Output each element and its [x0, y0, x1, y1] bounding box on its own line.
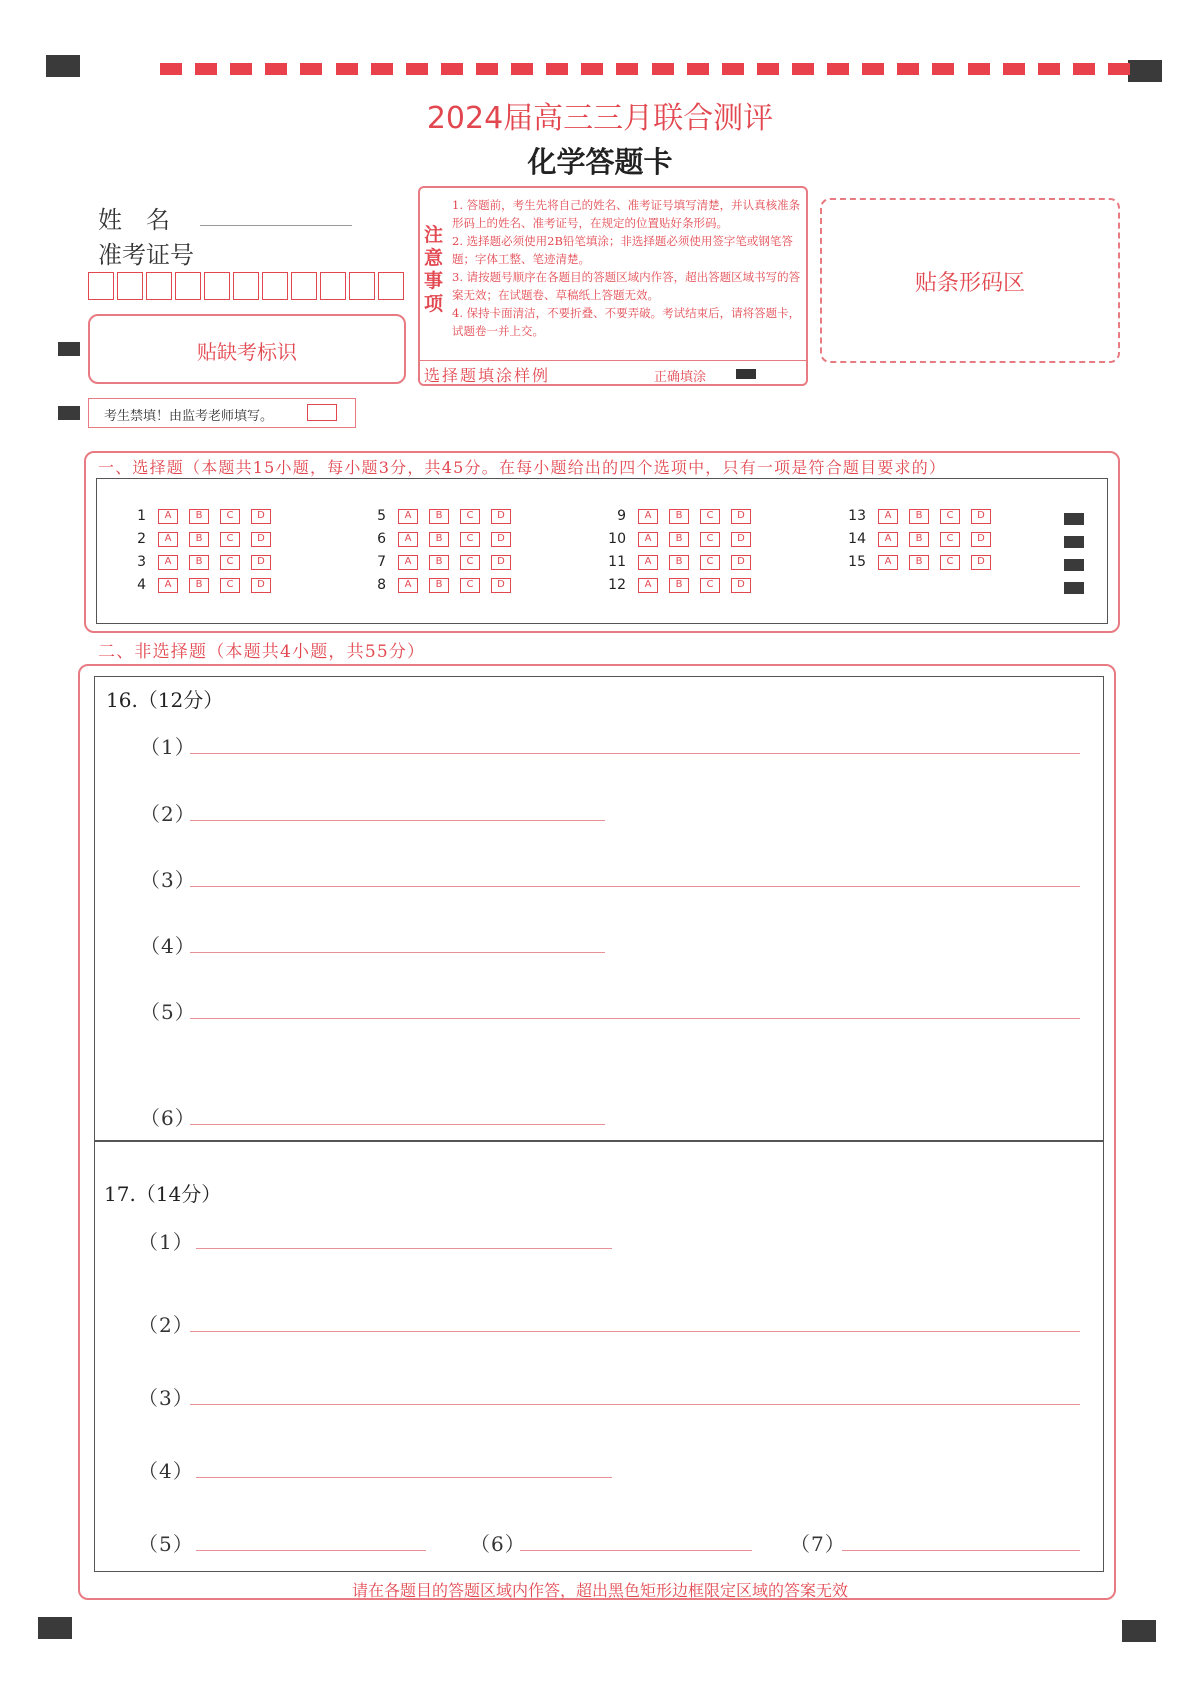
option-bubble-c[interactable]: C	[220, 532, 240, 547]
timing-mark-bottom-right	[1122, 1620, 1156, 1642]
option-bubble-b[interactable]: B	[429, 555, 449, 570]
id-cell[interactable]	[349, 272, 375, 300]
option-bubble-d[interactable]: D	[251, 509, 271, 524]
notice-box	[418, 186, 808, 386]
question-number: 9	[617, 508, 626, 524]
option-bubble-b[interactable]: B	[429, 578, 449, 593]
dash-segment	[371, 63, 393, 75]
option-bubble-c[interactable]: C	[460, 578, 480, 593]
dash-segment	[230, 63, 252, 75]
option-bubble-c[interactable]: C	[700, 509, 720, 524]
option-bubble-d[interactable]: D	[251, 532, 271, 547]
q17-part-2: （2）	[138, 1313, 194, 1337]
side-mark	[58, 406, 80, 420]
option-bubble-b[interactable]: B	[909, 555, 929, 570]
dash-segment	[968, 63, 990, 75]
question-number: 15	[848, 554, 866, 570]
q17-answer-line-1[interactable]	[196, 1248, 612, 1249]
dash-segment	[160, 63, 182, 75]
choice-question-8	[360, 577, 522, 593]
option-bubble-b[interactable]: B	[189, 532, 209, 547]
dash-segment	[476, 63, 498, 75]
id-label: 准考证号	[98, 241, 194, 269]
q17-part-6: （6）	[470, 1532, 526, 1556]
exam-title: 2024届高三三月联合测评	[426, 101, 774, 136]
forbidden-checkbox	[307, 404, 337, 421]
id-cell[interactable]	[233, 272, 259, 300]
q17-part-1: （1）	[138, 1230, 194, 1254]
side-mark	[1064, 536, 1084, 548]
question-number: 6	[377, 531, 386, 547]
q17-answer-line-5[interactable]	[196, 1550, 426, 1551]
option-bubble-a[interactable]: A	[878, 555, 898, 570]
option-bubble-d[interactable]: D	[251, 578, 271, 593]
option-bubble-d[interactable]: D	[491, 578, 511, 593]
notice-item: 2. 选择题必须使用2B铅笔填涂；非选择题必须使用签字笔或钢笔答题；字体工整、笔迹清楚。	[452, 234, 793, 266]
q16-part-1: （1）	[140, 735, 196, 759]
option-bubble-d[interactable]: D	[731, 578, 751, 593]
dash-segment	[862, 63, 884, 75]
notice-list	[452, 196, 802, 340]
option-bubble-b[interactable]: B	[189, 555, 209, 570]
notice-heading: 注意事项	[424, 224, 444, 315]
option-bubble-c[interactable]: C	[460, 509, 480, 524]
option-bubble-d[interactable]: D	[971, 532, 991, 547]
notice-divider	[420, 360, 806, 361]
missing-mark-area	[88, 314, 406, 384]
choice-question-10	[600, 531, 762, 547]
option-bubble-a[interactable]: A	[158, 555, 178, 570]
question-number: 14	[848, 531, 866, 547]
q16-frame	[94, 676, 1104, 1142]
option-bubble-d[interactable]: D	[731, 509, 751, 524]
forbidden-text: 考生禁填！由监考老师填写。	[104, 409, 274, 424]
sample-label: 选择题填涂样例	[424, 366, 551, 385]
id-cell[interactable]	[291, 272, 317, 300]
dash-segment	[792, 63, 814, 75]
id-cell[interactable]	[204, 272, 230, 300]
id-cell[interactable]	[88, 272, 114, 300]
q16-answer-line-2[interactable]	[190, 820, 605, 821]
q17-answer-line-6[interactable]	[520, 1550, 752, 1551]
q17-part-3: （3）	[138, 1386, 194, 1410]
q16-part-2: （2）	[140, 802, 196, 826]
dash-segment	[1073, 63, 1095, 75]
correct-fill-sample	[736, 369, 756, 379]
option-bubble-c[interactable]: C	[220, 555, 240, 570]
id-cell[interactable]	[175, 272, 201, 300]
q16-header: 16.（12分）	[106, 688, 224, 712]
barcode-label: 贴条形码区	[914, 271, 1025, 296]
q16-answer-line-1[interactable]	[190, 753, 1080, 754]
choice-question-7	[360, 554, 522, 570]
option-bubble-a[interactable]: A	[158, 532, 178, 547]
dash-segment	[581, 63, 603, 75]
section-choice-title: 一、选择题（本题共15小题，每小题3分，共45分。在每小题给出的四个选项中，只有一项是符合题目要求的）	[98, 458, 947, 477]
dash-segment	[300, 63, 322, 75]
id-cell[interactable]	[378, 272, 404, 300]
choice-question-4	[120, 577, 282, 593]
option-bubble-b[interactable]: B	[669, 509, 689, 524]
q17-answer-line-3[interactable]	[190, 1404, 1080, 1405]
q17-answer-line-4[interactable]	[196, 1477, 612, 1478]
question-number: 8	[377, 577, 386, 593]
choice-question-11	[600, 554, 762, 570]
dash-segment	[757, 63, 779, 75]
top-dash-border	[160, 63, 1130, 75]
dash-segment	[897, 63, 919, 75]
dash-segment	[652, 63, 674, 75]
choice-question-14	[840, 531, 1002, 547]
notice-item: 3. 请按题号顺序在各题目的答题区域内作答，超出答题区域书写的答案无效；在试题卷、草稿纸上答题无效。	[452, 270, 801, 302]
option-bubble-c[interactable]: C	[940, 532, 960, 547]
question-number: 12	[608, 577, 626, 593]
option-bubble-c[interactable]: C	[460, 532, 480, 547]
q17-part-7: （7）	[790, 1532, 846, 1556]
q16-answer-line-6[interactable]	[190, 1124, 605, 1125]
option-bubble-a[interactable]: A	[398, 532, 418, 547]
timing-mark-top-right	[1128, 60, 1162, 82]
q17-part-5: （5）	[138, 1532, 194, 1556]
correct-label: 正确填涂	[654, 370, 707, 385]
question-number: 13	[848, 508, 866, 524]
option-bubble-a[interactable]: A	[638, 509, 658, 524]
notice-item: 1. 答题前，考生先将自己的姓名、准考证号填写清楚，并认真核准条形码上的姓名、准考证号，在规定的位置贴好条形码。	[452, 198, 801, 230]
q17-answer-line-7[interactable]	[842, 1550, 1080, 1551]
option-bubble-a[interactable]: A	[638, 578, 658, 593]
option-bubble-a[interactable]: A	[638, 555, 658, 570]
option-bubble-d[interactable]: D	[731, 532, 751, 547]
dash-segment	[722, 63, 744, 75]
option-bubble-b[interactable]: B	[669, 578, 689, 593]
notice-item: 4. 保持卡面清洁，不要折叠、不要弄破。考试结束后，请将答题卡，试题卷一并上交。	[452, 306, 801, 338]
id-cell[interactable]	[117, 272, 143, 300]
name-label: 姓 名	[98, 206, 170, 234]
section-free-title: 二、非选择题（本题共4小题，共55分）	[98, 642, 426, 662]
option-bubble-d[interactable]: D	[491, 532, 511, 547]
option-bubble-c[interactable]: C	[700, 578, 720, 593]
missing-mark-label: 贴缺考标识	[197, 340, 297, 364]
dash-segment	[336, 63, 358, 75]
q16-answer-line-5[interactable]	[190, 1018, 1080, 1019]
choice-question-5	[360, 508, 522, 524]
side-mark	[1064, 559, 1084, 571]
choice-question-12	[600, 577, 762, 593]
dash-segment	[511, 63, 533, 75]
option-bubble-a[interactable]: A	[398, 555, 418, 570]
choice-question-15	[840, 554, 1002, 570]
choice-question-1	[120, 508, 282, 524]
question-number: 3	[137, 554, 146, 570]
option-bubble-c[interactable]: C	[220, 509, 240, 524]
dash-segment	[616, 63, 638, 75]
dash-segment	[265, 63, 287, 75]
timing-mark-bottom-left	[38, 1617, 72, 1639]
dash-segment	[406, 63, 428, 75]
footer-note: 请在各题目的答题区域内作答，超出黑色矩形边框限定区域的答案无效	[351, 1581, 848, 1600]
dash-segment	[827, 63, 849, 75]
option-bubble-d[interactable]: D	[731, 555, 751, 570]
side-mark	[58, 342, 80, 356]
option-bubble-a[interactable]: A	[158, 509, 178, 524]
choice-question-3	[120, 554, 282, 570]
dash-segment	[441, 63, 463, 75]
question-number: 5	[377, 508, 386, 524]
option-bubble-c[interactable]: C	[220, 578, 240, 593]
dash-segment	[1108, 63, 1130, 75]
q17-part-4: （4）	[138, 1459, 194, 1483]
q16-part-3: （3）	[140, 868, 196, 892]
option-bubble-b[interactable]: B	[189, 578, 209, 593]
question-number: 10	[608, 531, 626, 547]
option-bubble-a[interactable]: A	[878, 509, 898, 524]
q16-answer-line-4[interactable]	[190, 952, 605, 953]
question-number: 7	[377, 554, 386, 570]
choice-question-9	[600, 508, 762, 524]
barcode-area	[820, 198, 1120, 363]
side-mark	[1064, 582, 1084, 594]
id-number-cells[interactable]	[88, 272, 407, 300]
id-cell[interactable]	[320, 272, 346, 300]
option-bubble-c[interactable]: C	[940, 555, 960, 570]
dash-segment	[1003, 63, 1025, 75]
choice-question-13	[840, 508, 1002, 524]
option-bubble-b[interactable]: B	[909, 532, 929, 547]
option-bubble-a[interactable]: A	[398, 578, 418, 593]
dash-segment	[546, 63, 568, 75]
q17-frame	[94, 1140, 1104, 1572]
option-bubble-b[interactable]: B	[669, 532, 689, 547]
option-bubble-b[interactable]: B	[669, 555, 689, 570]
question-number: 1	[137, 508, 146, 524]
option-bubble-a[interactable]: A	[398, 509, 418, 524]
option-bubble-d[interactable]: D	[971, 555, 991, 570]
q16-part-4: （4）	[140, 934, 196, 958]
option-bubble-a[interactable]: A	[158, 578, 178, 593]
choice-question-2	[120, 531, 282, 547]
question-number: 2	[137, 531, 146, 547]
name-field[interactable]	[200, 225, 352, 226]
option-bubble-b[interactable]: B	[429, 509, 449, 524]
option-bubble-d[interactable]: D	[491, 555, 511, 570]
q17-answer-line-2[interactable]	[190, 1331, 1080, 1332]
dash-segment	[1038, 63, 1060, 75]
choice-question-6	[360, 531, 522, 547]
card-title: 化学答题卡	[527, 145, 673, 179]
dash-segment	[687, 63, 709, 75]
option-bubble-c[interactable]: C	[700, 532, 720, 547]
q16-part-5: （5）	[140, 1000, 196, 1024]
dash-segment	[932, 63, 954, 75]
q16-answer-line-3[interactable]	[190, 886, 1080, 887]
id-cell[interactable]	[146, 272, 172, 300]
timing-mark-top-left	[46, 55, 80, 77]
question-number: 11	[608, 554, 626, 570]
option-bubble-a[interactable]: A	[878, 532, 898, 547]
option-bubble-d[interactable]: D	[971, 509, 991, 524]
option-bubble-d[interactable]: D	[491, 509, 511, 524]
option-bubble-b[interactable]: B	[909, 509, 929, 524]
q16-part-6: （6）	[140, 1106, 196, 1130]
option-bubble-c[interactable]: C	[460, 555, 480, 570]
option-bubble-b[interactable]: B	[429, 532, 449, 547]
option-bubble-a[interactable]: A	[638, 532, 658, 547]
forbidden-box	[88, 398, 356, 428]
option-bubble-b[interactable]: B	[189, 509, 209, 524]
side-mark	[1064, 513, 1084, 525]
dash-segment	[195, 63, 217, 75]
option-bubble-c[interactable]: C	[940, 509, 960, 524]
q17-header: 17.（14分）	[104, 1182, 222, 1206]
choice-answer-frame	[96, 478, 1108, 624]
option-bubble-c[interactable]: C	[700, 555, 720, 570]
id-cell[interactable]	[262, 272, 288, 300]
option-bubble-d[interactable]: D	[251, 555, 271, 570]
question-number: 4	[137, 577, 146, 593]
